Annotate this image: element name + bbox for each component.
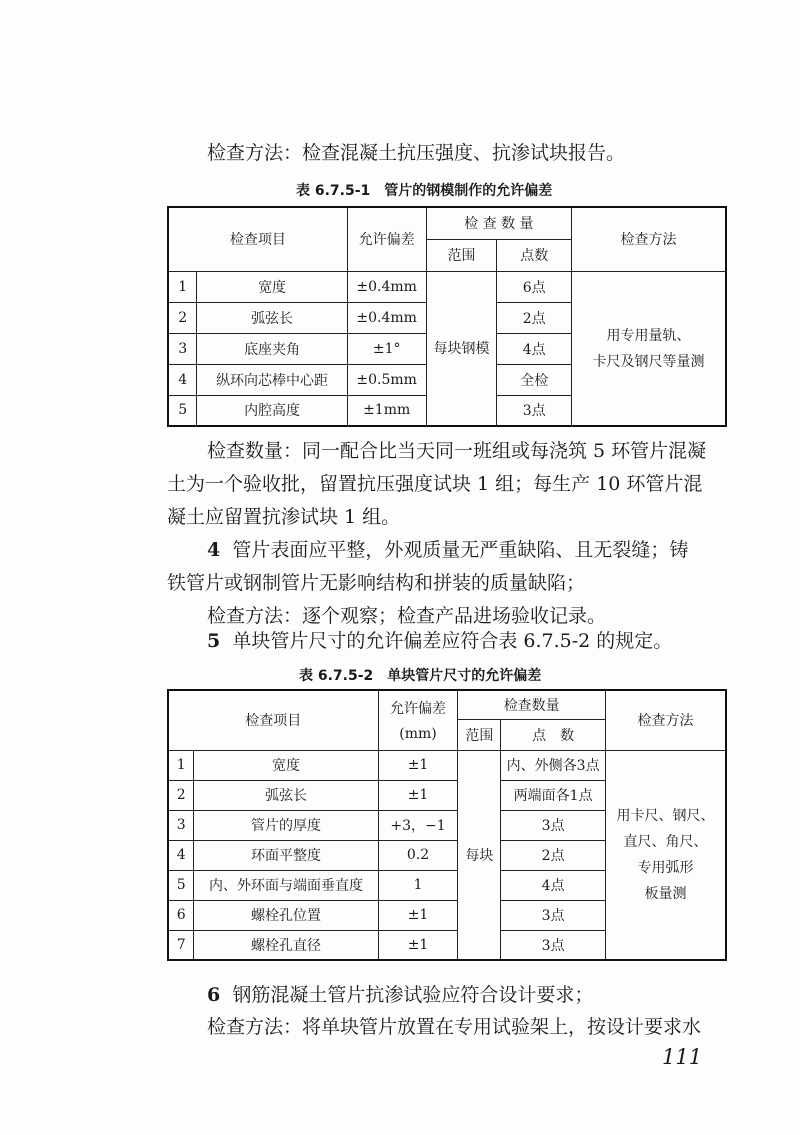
t2-method-all (605, 750, 726, 960)
t1-method-line: 卡尺及钢尺等量测 (592, 354, 705, 371)
t2-header-tolerance (378, 690, 458, 750)
t2-header-scope: 范围 (458, 719, 501, 750)
t1-row-no: 3 (168, 333, 197, 364)
t2-row-item: 内、外环面与端面垂直度 (194, 870, 378, 900)
t2-row-tolerance: ±1 (378, 930, 458, 960)
item5-number: 5 (207, 630, 221, 652)
table2-caption-number: 表 6.7.5-2 (299, 668, 374, 684)
t2-row-points: 3点 (501, 900, 606, 930)
table1-caption-title: 管片的钢模制作的允许偏差 (384, 183, 553, 199)
table2-caption-title: 单块管片尺寸的允许偏差 (387, 668, 542, 684)
t1-header-quantity: 检 查 数 量 (426, 207, 571, 239)
item4-number: 4 (207, 539, 221, 561)
quantity-para-line-2: 土为一个验收批，留置抗压强度试块 1 组；每生产 10 环管片混 (167, 473, 703, 495)
t1-row-no: 4 (168, 364, 197, 395)
t1-row-points: 2点 (497, 302, 572, 333)
item5-line (207, 626, 672, 653)
t2-row-tolerance: ±1 (378, 780, 458, 810)
t1-scope-all: 每块钢模 (426, 271, 497, 426)
t2-row-points: 3点 (501, 930, 606, 960)
t2-header-method: 检查方法 (605, 690, 726, 750)
t1-row-item: 弧弦长 (197, 302, 347, 333)
t2-row-tolerance: +3，−1 (378, 810, 458, 840)
t2-row-item: 管片的厚度 (194, 810, 378, 840)
t1-row-points: 全检 (497, 364, 572, 395)
t1-header-method: 检查方法 (572, 207, 726, 271)
t2-scope-all: 每块 (458, 750, 501, 960)
t1-header-points: 点数 (497, 239, 572, 271)
t2-row-tolerance: 0.2 (378, 840, 458, 870)
item6-line (207, 980, 593, 1007)
t1-header-scope: 范围 (426, 239, 497, 271)
t2-row-no: 3 (168, 810, 194, 840)
t2-row-item: 螺栓孔位置 (194, 900, 378, 930)
t2-row-no: 4 (168, 840, 194, 870)
t2-row-points: 两端面各1点 (501, 780, 606, 810)
t2-row-tolerance: ±1 (378, 750, 458, 780)
table2-caption (299, 665, 541, 685)
t2-row-points: 2点 (501, 840, 606, 870)
t2-row-item: 弧弦长 (194, 780, 378, 810)
t1-row-tolerance: ±0.4mm (347, 302, 426, 333)
quantity-para-line-3: 凝土应留置抗渗试块 1 组。 (167, 506, 401, 528)
t1-method-all (572, 271, 726, 426)
t2-method-line: 直尺、角尺、 (623, 833, 708, 850)
table-steel-mold-tolerance (167, 206, 727, 427)
t2-header-tolerance-label: 允许偏差 (390, 701, 447, 718)
t2-row-points: 内、外侧各3点 (501, 750, 606, 780)
t2-row-no: 7 (168, 930, 194, 960)
t2-row-tolerance: 1 (378, 870, 458, 900)
t1-row-points: 4点 (497, 333, 572, 364)
t1-row-item: 底座夹角 (197, 333, 347, 364)
table1-caption-number: 表 6.7.5-1 (296, 183, 371, 199)
t2-header-tolerance-unit: (mm) (399, 726, 437, 743)
t2-row-tolerance: ±1 (378, 900, 458, 930)
item6-number: 6 (207, 984, 221, 1006)
t2-header-item: 检查项目 (168, 690, 378, 750)
t2-row-item: 螺栓孔直径 (194, 930, 378, 960)
table-row (168, 271, 726, 302)
item4-line-1 (207, 535, 688, 562)
t1-row-tolerance: ±1mm (347, 395, 426, 426)
t2-row-no: 6 (168, 900, 194, 930)
t1-row-tolerance: ±0.5mm (347, 364, 426, 395)
item6-method: 检查方法：将单块管片放置在专用试验架上，按设计要求水 (207, 1016, 702, 1038)
t1-row-no: 2 (168, 302, 197, 333)
table-row (168, 750, 726, 780)
t2-row-points: 3点 (501, 810, 606, 840)
top-method-line: 检查方法：检查混凝土抗压强度、抗渗试块报告。 (207, 142, 626, 164)
t1-row-item: 纵环向芯棒中心距 (197, 364, 347, 395)
item6-text: 钢筋混凝土管片抗渗试验应符合设计要求； (232, 984, 594, 1006)
item4-text-1: 管片表面应平整，外观质量无严重缺陷、且无裂缝；铸 (232, 539, 689, 561)
t1-row-item: 内腔高度 (197, 395, 347, 426)
t2-row-no: 2 (168, 780, 194, 810)
t2-header-quantity: 检查数量 (458, 690, 605, 719)
quantity-para-line-1: 检查数量：同一配合比当天同一班组或每浇筑 5 环管片混凝 (207, 440, 707, 462)
table1-caption (296, 180, 552, 200)
t1-row-points: 6点 (497, 271, 572, 302)
t1-row-no: 1 (168, 271, 197, 302)
t2-row-no: 5 (168, 870, 194, 900)
page-number: 111 (662, 1045, 703, 1069)
t1-header-tolerance: 允许偏差 (347, 207, 426, 271)
t2-method-line: 用卡尺、钢尺、 (616, 807, 715, 824)
t2-row-points: 4点 (501, 870, 606, 900)
item4-method: 检查方法：逐个观察；检查产品进场验收记录。 (207, 605, 607, 627)
t2-row-no: 1 (168, 750, 194, 780)
t1-row-tolerance: ±1° (347, 333, 426, 364)
t2-row-item: 环面平整度 (194, 840, 378, 870)
t2-row-item: 宽度 (194, 750, 378, 780)
item4-line-2: 铁管片或钢制管片无影响结构和拼装的质量缺陷； (167, 572, 586, 594)
t1-method-line: 用专用量轨、 (606, 328, 691, 345)
t2-method-line: 板量测 (644, 885, 687, 902)
table-segment-tolerance (167, 689, 727, 961)
t1-row-item: 宽度 (197, 271, 347, 302)
item5-text: 单块管片尺寸的允许偏差应符合表 6.7.5-2 的规定。 (232, 630, 673, 652)
t1-row-points: 3点 (497, 395, 572, 426)
t2-method-line: 专用弧形 (637, 859, 694, 876)
t1-row-tolerance: ±0.4mm (347, 271, 426, 302)
t1-header-item: 检查项目 (168, 207, 347, 271)
t1-row-no: 5 (168, 395, 197, 426)
t2-header-points: 点 数 (501, 719, 606, 750)
